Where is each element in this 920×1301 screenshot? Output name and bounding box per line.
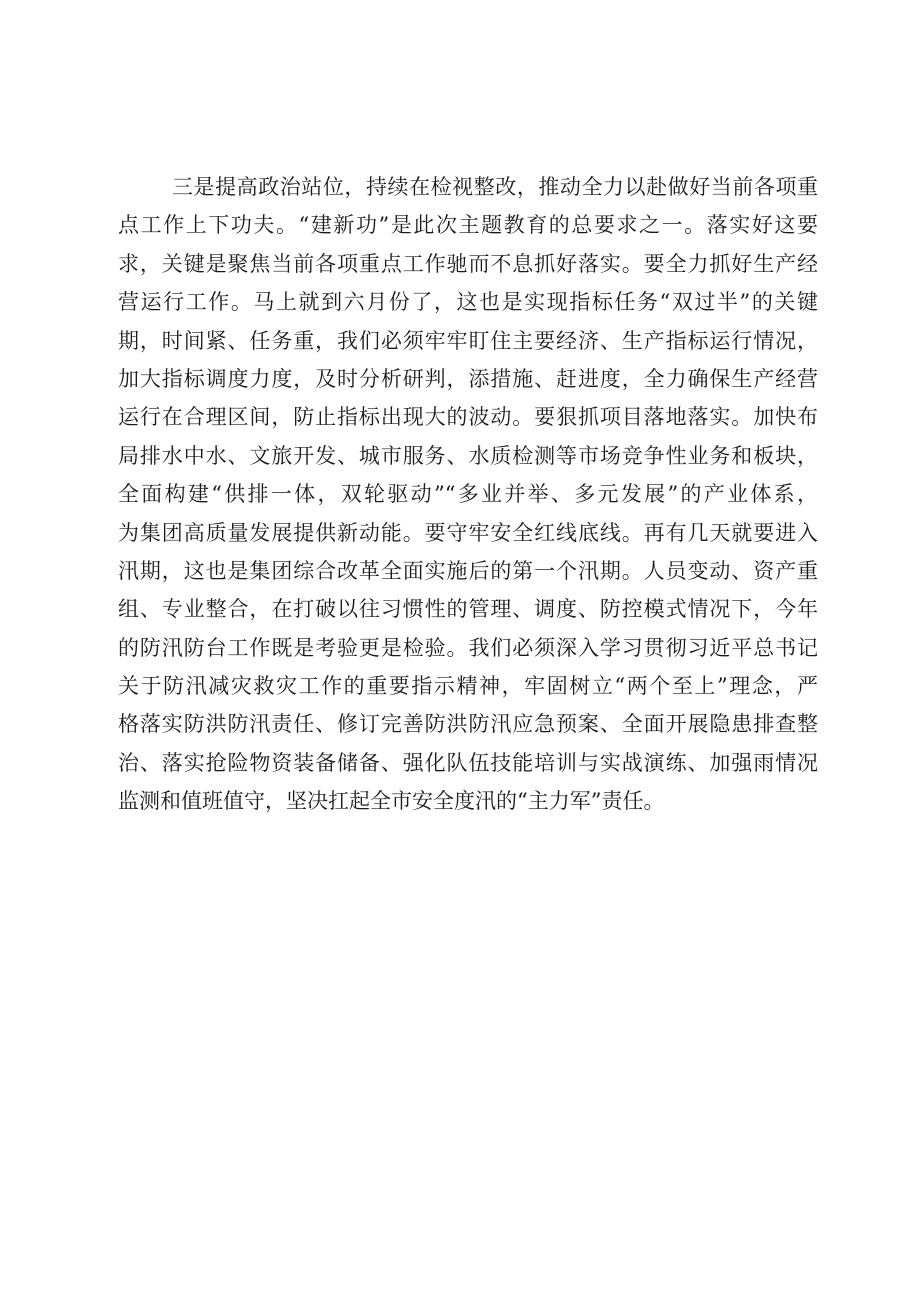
- paragraph-line: 治、落实抢险物资装备储备、强化队伍技能培训与实战演练、加强雨情况: [118, 750, 818, 775]
- paragraph-line: 格落实防洪防汛责任、修订完善防洪防汛应急预案、全面开展隐患排查整: [118, 712, 818, 737]
- paragraph-line: 全面构建“供排一体，双轮驱动”“多业并举、多元发展”的产业体系，: [118, 482, 818, 507]
- paragraph-line: 局排水中水、文旅开发、城市服务、水质检测等市场竞争性业务和板块，: [118, 443, 818, 468]
- paragraph-line: 关于防汛减灾救灾工作的重要指示精神，牢固树立“两个至上”理念，严: [118, 674, 818, 699]
- document-paragraph: [118, 168, 818, 821]
- paragraph-line: 加大指标调度力度，及时分析研判，添措施、赶进度，全力确保生产经营: [118, 366, 818, 391]
- paragraph-line: 为集团高质量发展提供新动能。要守牢安全红线底线。再有几天就要进入: [118, 520, 818, 545]
- paragraph-line: 营运行工作。马上就到六月份了，这也是实现指标任务“双过半”的关键: [118, 290, 818, 315]
- paragraph-line: 组、专业整合，在打破以往习惯性的管理、调度、防控模式情况下，今年: [118, 597, 818, 622]
- paragraph-line: 求，关键是聚焦当前各项重点工作驰而不息抓好落实。要全力抓好生产经: [118, 251, 818, 276]
- paragraph-line: 汛期，这也是集团综合改革全面实施后的第一个汛期。人员变动、资产重: [118, 558, 818, 583]
- paragraph-line: 三是提高政治站位，持续在检视整改，推动全力以赴做好当前各项重: [172, 175, 818, 199]
- paragraph-line: 点工作上下功夫。“建新功”是此次主题教育的总要求之一。落实好这要: [118, 213, 818, 238]
- paragraph-line: 的防汛防台工作既是考验更是检验。我们必须深入学习贯彻习近平总书记: [118, 635, 818, 660]
- paragraph-line: 运行在合理区间，防止指标出现大的波动。要狠抓项目落地落实。加快布: [118, 405, 818, 430]
- paragraph-line: 监测和值班值守，坚决扛起全市安全度汛的“主力军”责任。: [118, 789, 665, 814]
- paragraph-line: 期，时间紧、任务重，我们必须牢牢盯住主要经济、生产指标运行情况，: [118, 328, 818, 353]
